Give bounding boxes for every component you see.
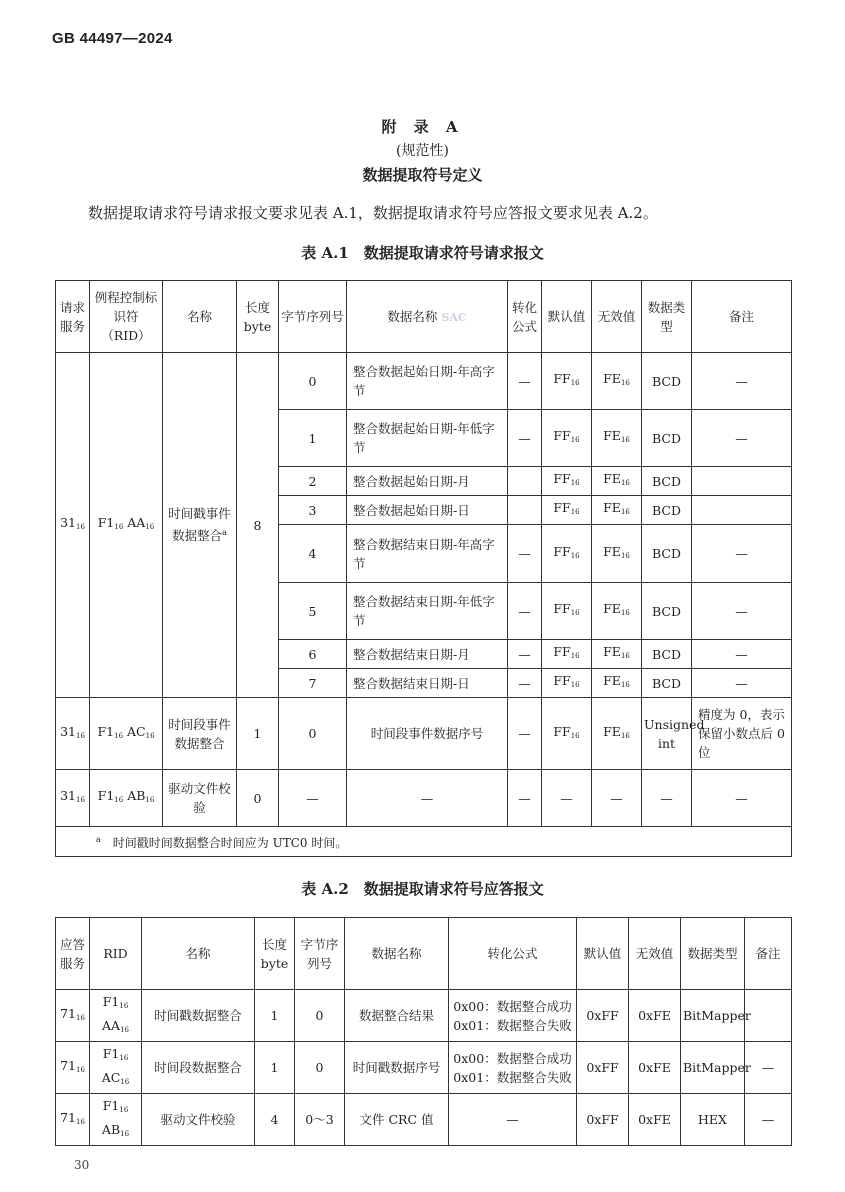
header-invalid: 无效值 <box>592 281 642 353</box>
header-data-name <box>347 281 508 353</box>
header-formula: 转化公式 <box>508 281 542 353</box>
header-remark: 备注 <box>692 281 792 353</box>
table-row: $31_{16}$ $F1_{16}$ $AB_{16}$ 驱动文件校验 0 — — — — — — — <box>56 770 792 827</box>
length-cell: 8 <box>237 353 279 698</box>
table-row: $31_{16}$ $F1_{16}$ $AC_{16}$ 时间段事件数据整合 1 0 时间段事件数据序号 — $FF_{16}$ $FE_{16}$ Unsigned int 精度为 0，表示保留小数点后 0 位 <box>56 698 792 770</box>
table-row: 2 整合数据起始日期-月 $FF_{16}$ $FE_{16}$ BCD <box>56 467 792 496</box>
name-cell: 时间戳事件数据整合$^a$ <box>163 353 237 698</box>
intro-paragraph: 数据提取请求符号请求报文要求见表 A.1，数据提取请求符号应答报文要求见表 A.2。 <box>88 204 658 222</box>
header-data-type: 数据类型 <box>642 281 692 353</box>
table-row: 3 整合数据起始日期-日 $FF_{16}$ $FE_{16}$ BCD <box>56 496 792 525</box>
table-a1 <box>55 280 792 857</box>
table-row: $71_{16}$ $F1_{16}$ $AA_{16}$ 时间戳数据整合 1 0 数据整合结果 0x00：数据整合成功 0x01：数据整合失败 0xFF 0xFE BitMapper <box>56 990 792 1042</box>
table-a2 <box>55 917 792 1146</box>
table-row: 1 整合数据起始日期-年低字节 — $FF_{16}$ $FE_{16}$ BCD — <box>56 410 792 467</box>
header-service: 请求服务 <box>56 281 90 353</box>
table-header-row <box>56 281 792 353</box>
table-a1-caption: 表 A.1 数据提取请求符号请求报文 <box>301 244 544 262</box>
rid-cell: $F1_{16}$ $AA_{16}$ <box>90 353 163 698</box>
table-header-row: 应答服务 RID 名称 长度 byte 字节序列号 数据名称 转化公式 默认值 无效值 数据类型 备注 <box>56 918 792 990</box>
header-data-name-text: 数据名称 <box>387 308 438 324</box>
header-default: 默认值 <box>542 281 592 353</box>
standard-code: GB 44497—2024 <box>52 30 173 47</box>
table-row: $31_{16}$ $F1_{16}$ $AA_{16}$ 时间戳事件数据整合$^a$ 8 0 整合数据起始日期-年高字节 — $FF_{16}$ $FE_{16}$ BCD — <box>56 353 792 410</box>
table-row: $71_{16}$ $F1_{16}$ $AC_{16}$ 时间段数据整合 1 0 时间戳数据序号 0x00：数据整合成功 0x01：数据整合失败 0xFF 0xFE BitMapper — <box>56 1042 792 1094</box>
footnote-row <box>56 827 792 857</box>
table-a2-caption: 表 A.2 数据提取请求符号应答报文 <box>301 880 544 898</box>
footnote: $^a$ 时间戳时间数据整合时间应为 UTC0 时间。 <box>56 827 792 857</box>
table-row: $71_{16}$ $F1_{16}$ $AB_{16}$ 驱动文件校验 4 0～3 文件 CRC 值 — 0xFF 0xFE HEX — <box>56 1094 792 1146</box>
service-cell: $31_{16}$ <box>56 353 90 698</box>
header-length: 长度 byte <box>237 281 279 353</box>
header-byte-seq: 字节序列号 <box>279 281 347 353</box>
table-row: 4 整合数据结束日期-年高字节 — $FF_{16}$ $FE_{16}$ BCD — <box>56 525 792 583</box>
table-row: 5 整合数据结束日期-年低字节 — $FF_{16}$ $FE_{16}$ BCD — <box>56 583 792 640</box>
page-number: 30 <box>74 1158 90 1172</box>
table-row: 7 整合数据结束日期-日 — $FF_{16}$ $FE_{16}$ BCD — <box>56 669 792 698</box>
appendix-nature: (规范性) <box>396 143 449 159</box>
table-row: 6 整合数据结束日期-月 — $FF_{16}$ $FE_{16}$ BCD — <box>56 640 792 669</box>
header-rid: 例程控制标识符（RID） <box>90 281 163 353</box>
header-name: 名称 <box>163 281 237 353</box>
appendix-subtitle: 数据提取符号定义 <box>362 166 483 184</box>
watermark-logo: SAC <box>441 310 467 324</box>
appendix-title: 附 录 A <box>381 118 464 136</box>
